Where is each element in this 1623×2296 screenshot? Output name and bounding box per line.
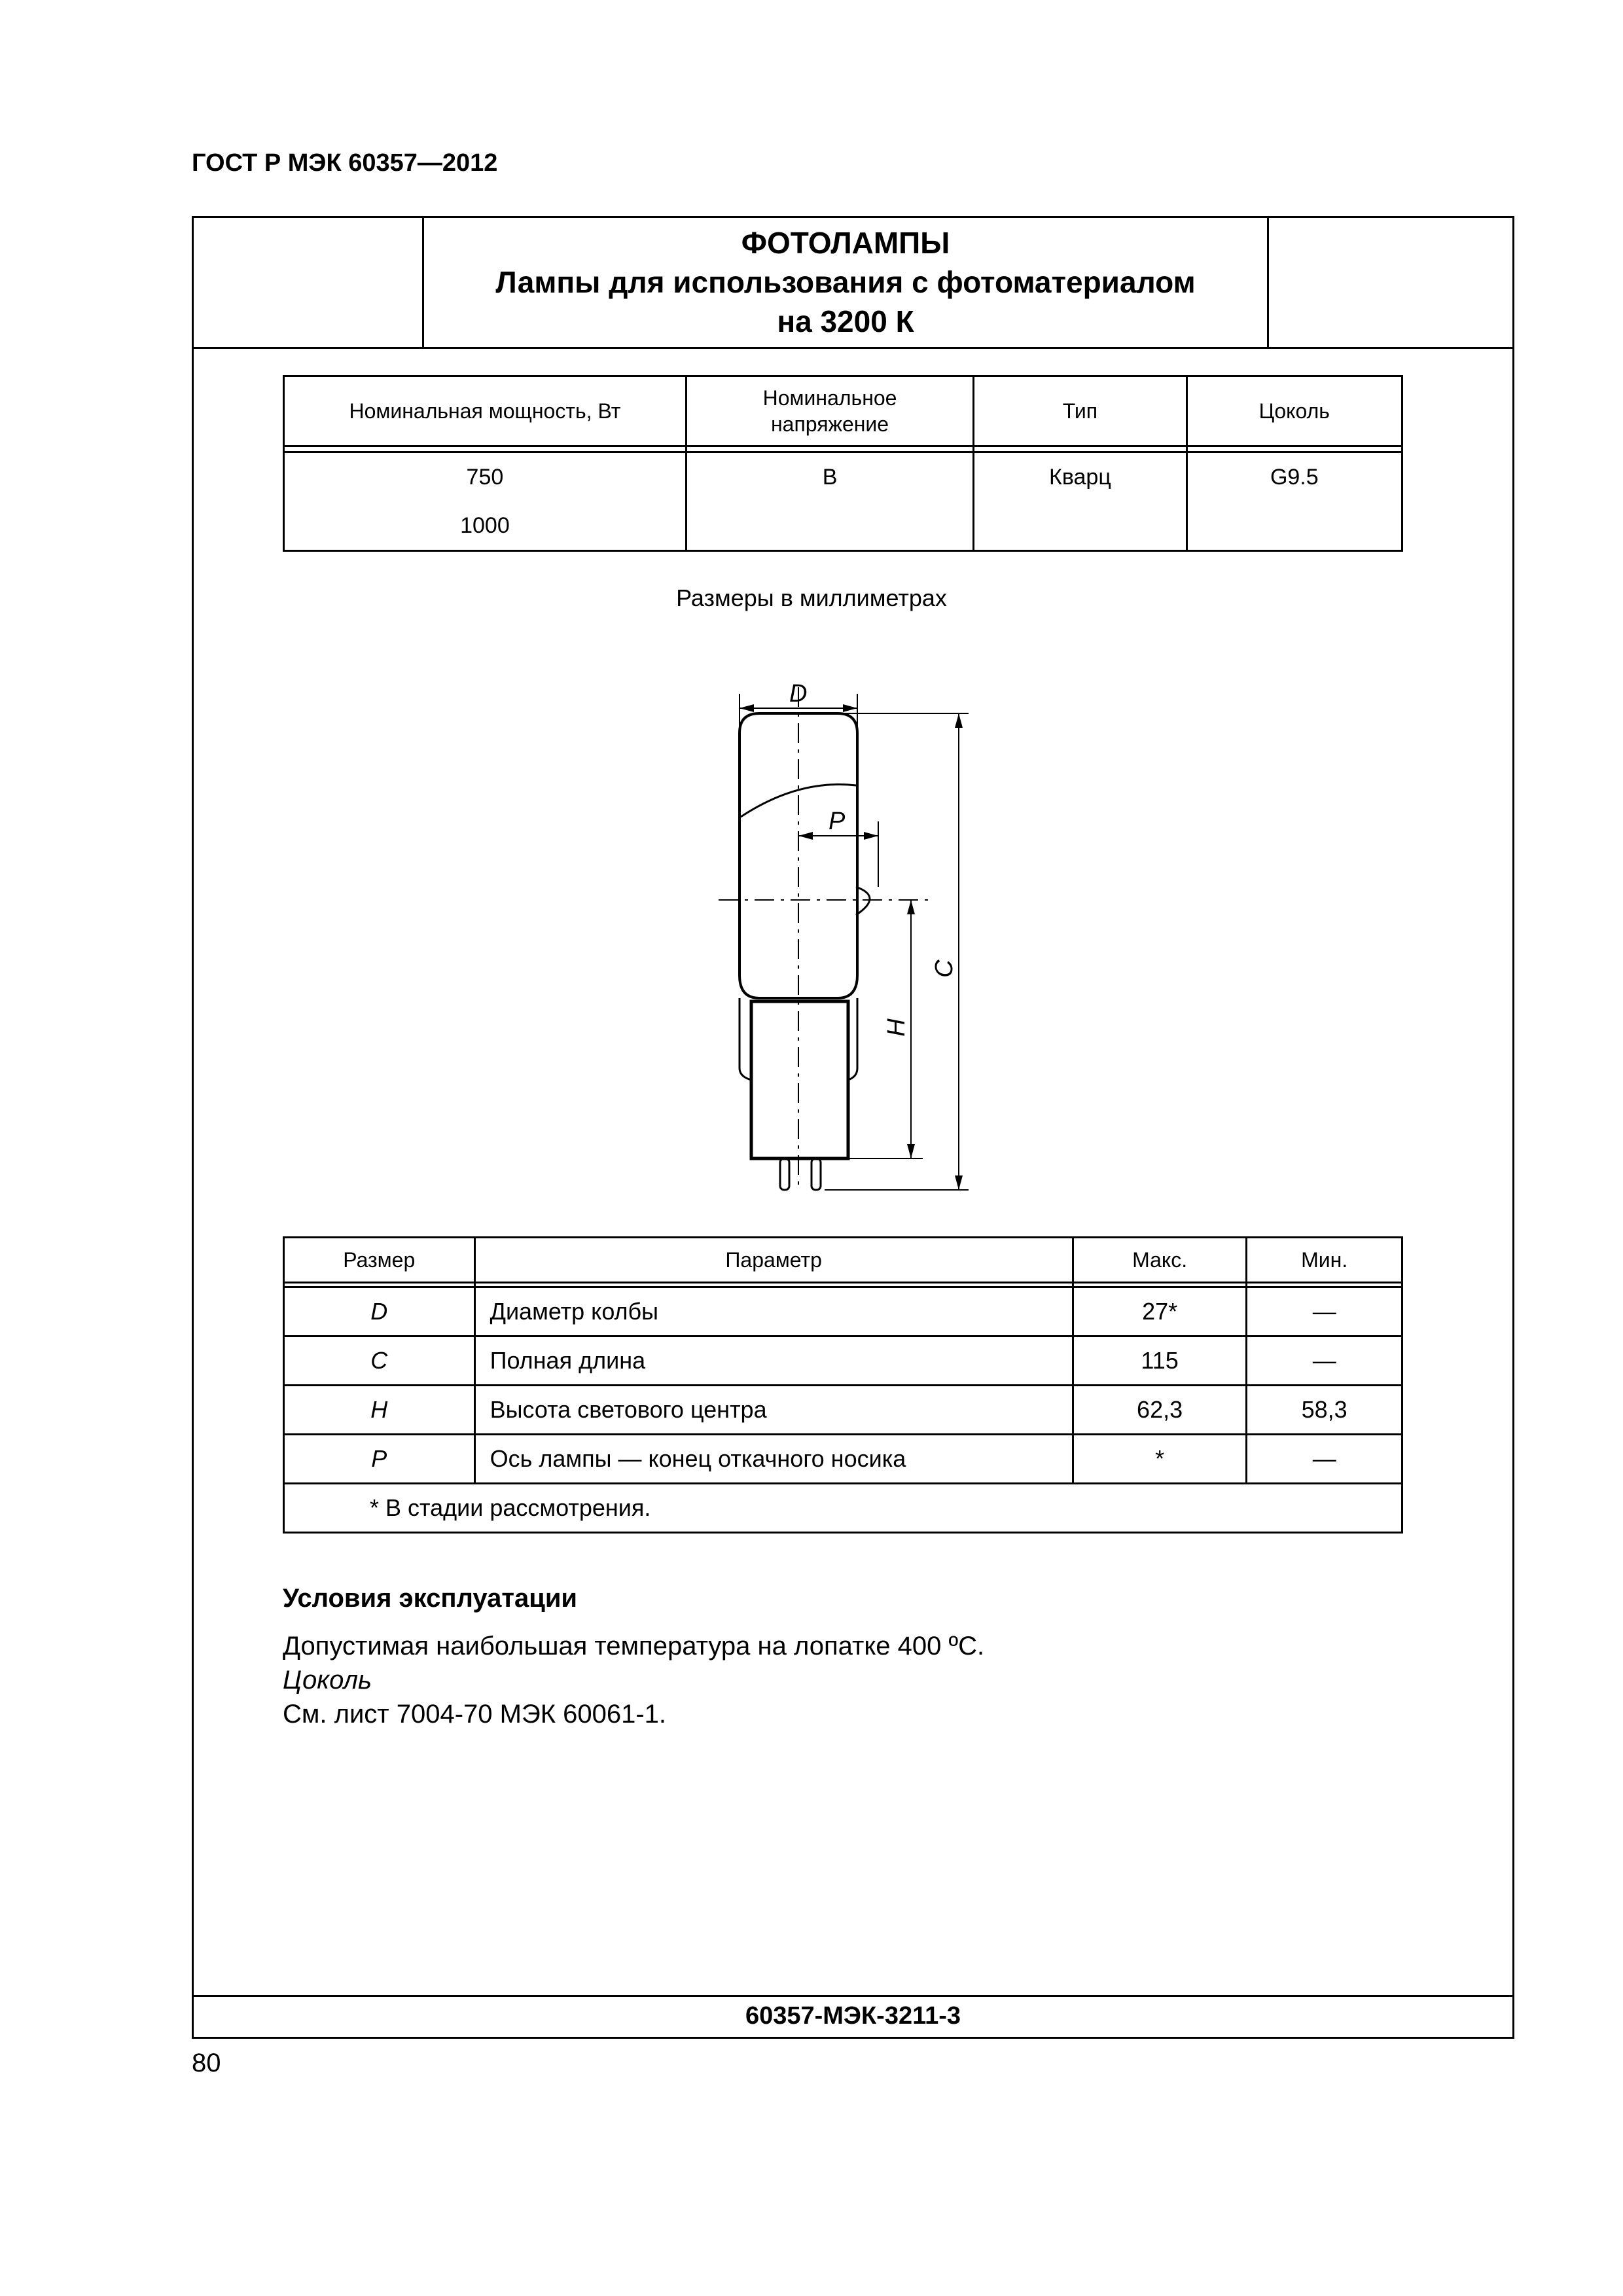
arrow (955, 1175, 963, 1190)
label-p: P (829, 808, 846, 835)
lamp-base (751, 1001, 848, 1158)
param-cell: Высота светового центра (474, 1386, 1073, 1435)
label-d: D (789, 681, 808, 708)
base-pin-left (780, 1158, 789, 1190)
gap-cell (284, 1283, 475, 1287)
max-cell: 115 (1073, 1336, 1247, 1386)
header-cell-left (194, 218, 424, 347)
table-row (284, 1435, 1402, 1484)
gap-cell (1073, 1283, 1247, 1287)
gap-cell (474, 1283, 1073, 1287)
conditions-heading: Условия эксплуатации (283, 1584, 577, 1613)
header-voltage-label: Номинальное напряжение (762, 386, 897, 436)
param-cell: Ось лампы — конец откачного носика (474, 1435, 1073, 1484)
document-header: ГОСТ Р МЭК 60357—2012 (192, 149, 498, 177)
table-row (284, 1336, 1402, 1386)
header-param: Параметр (474, 1238, 1073, 1283)
size-cell: H (284, 1386, 475, 1435)
table-row (284, 1287, 1402, 1336)
lamp-drawing (707, 681, 1021, 1191)
type-cell: Кварц (974, 452, 1186, 551)
voltage-cell: В (686, 452, 973, 551)
sep-cell (284, 446, 687, 452)
header-divider (194, 347, 1512, 349)
base-left-flange (740, 998, 751, 1080)
header-voltage (686, 376, 973, 446)
header-base: Цоколь (1186, 376, 1402, 446)
arrow (798, 832, 813, 840)
title-line-2: Лампы для использования с фотоматериалом (495, 265, 1196, 299)
arrow (907, 1144, 915, 1158)
conditions-temperature: Допустимая наибольшая температура на лопатке 400 ºC. (283, 1632, 985, 1660)
page-number: 80 (192, 2049, 221, 2077)
max-cell: * (1073, 1435, 1247, 1484)
arrow (740, 704, 754, 712)
sheet-code: 60357-МЭК-3211-3 (745, 2002, 961, 2030)
param-cell: Диаметр колбы (474, 1287, 1073, 1336)
title-line-3: на 3200 К (777, 304, 914, 338)
spec-value-row (284, 452, 1402, 551)
sep-cell (1186, 446, 1402, 452)
conditions-reference: См. лист 7004-70 МЭК 60061-1. (283, 1700, 667, 1729)
footer-divider (194, 1995, 1512, 1997)
footnote-row (284, 1484, 1402, 1533)
gap-cell (1247, 1283, 1402, 1287)
header-type: Тип (974, 376, 1186, 446)
label-c: C (931, 960, 958, 978)
param-cell: Полная длина (474, 1336, 1073, 1386)
power-values-cell (284, 452, 687, 551)
sep-cell (686, 446, 973, 452)
arrow (907, 900, 915, 914)
min-cell: — (1247, 1435, 1402, 1484)
header-power: Номинальная мощность, Вт (284, 376, 687, 446)
size-cell: C (284, 1336, 475, 1386)
header-max: Макс. (1073, 1238, 1247, 1283)
conditions-base-heading: Цоколь (283, 1666, 372, 1695)
header-cell-right (1267, 218, 1497, 347)
dimensions-caption: Размеры в миллиметрах (676, 584, 947, 611)
spec-header-row (284, 376, 1402, 446)
arrow (955, 713, 963, 728)
max-cell: 62,3 (1073, 1386, 1247, 1435)
lamp-spec-table (283, 375, 1403, 552)
min-cell: — (1247, 1336, 1402, 1386)
size-cell: P (284, 1435, 475, 1484)
label-h: H (883, 1018, 910, 1037)
spec-separator-row (284, 446, 1402, 452)
header-size: Размер (284, 1238, 475, 1283)
min-cell: 58,3 (1247, 1386, 1402, 1435)
min-cell: — (1247, 1287, 1402, 1336)
dimensions-table (283, 1236, 1403, 1534)
header-min: Мин. (1247, 1238, 1402, 1283)
power-value: 750 (466, 465, 504, 490)
power-value: 1000 (460, 513, 510, 538)
dim-header-row (284, 1238, 1402, 1283)
sheet-title (424, 223, 1267, 341)
table-footnote: * В стадии рассмотрения. (284, 1484, 1402, 1533)
dim-gap-row (284, 1283, 1402, 1287)
arrow (843, 704, 857, 712)
base-pin-right (812, 1158, 821, 1190)
sep-cell (974, 446, 1186, 452)
arrow (864, 832, 878, 840)
title-line-1: ФОТОЛАМПЫ (741, 226, 950, 260)
table-row (284, 1386, 1402, 1435)
size-cell: D (284, 1287, 475, 1336)
base-cell: G9.5 (1186, 452, 1402, 551)
max-cell: 27* (1073, 1287, 1247, 1336)
